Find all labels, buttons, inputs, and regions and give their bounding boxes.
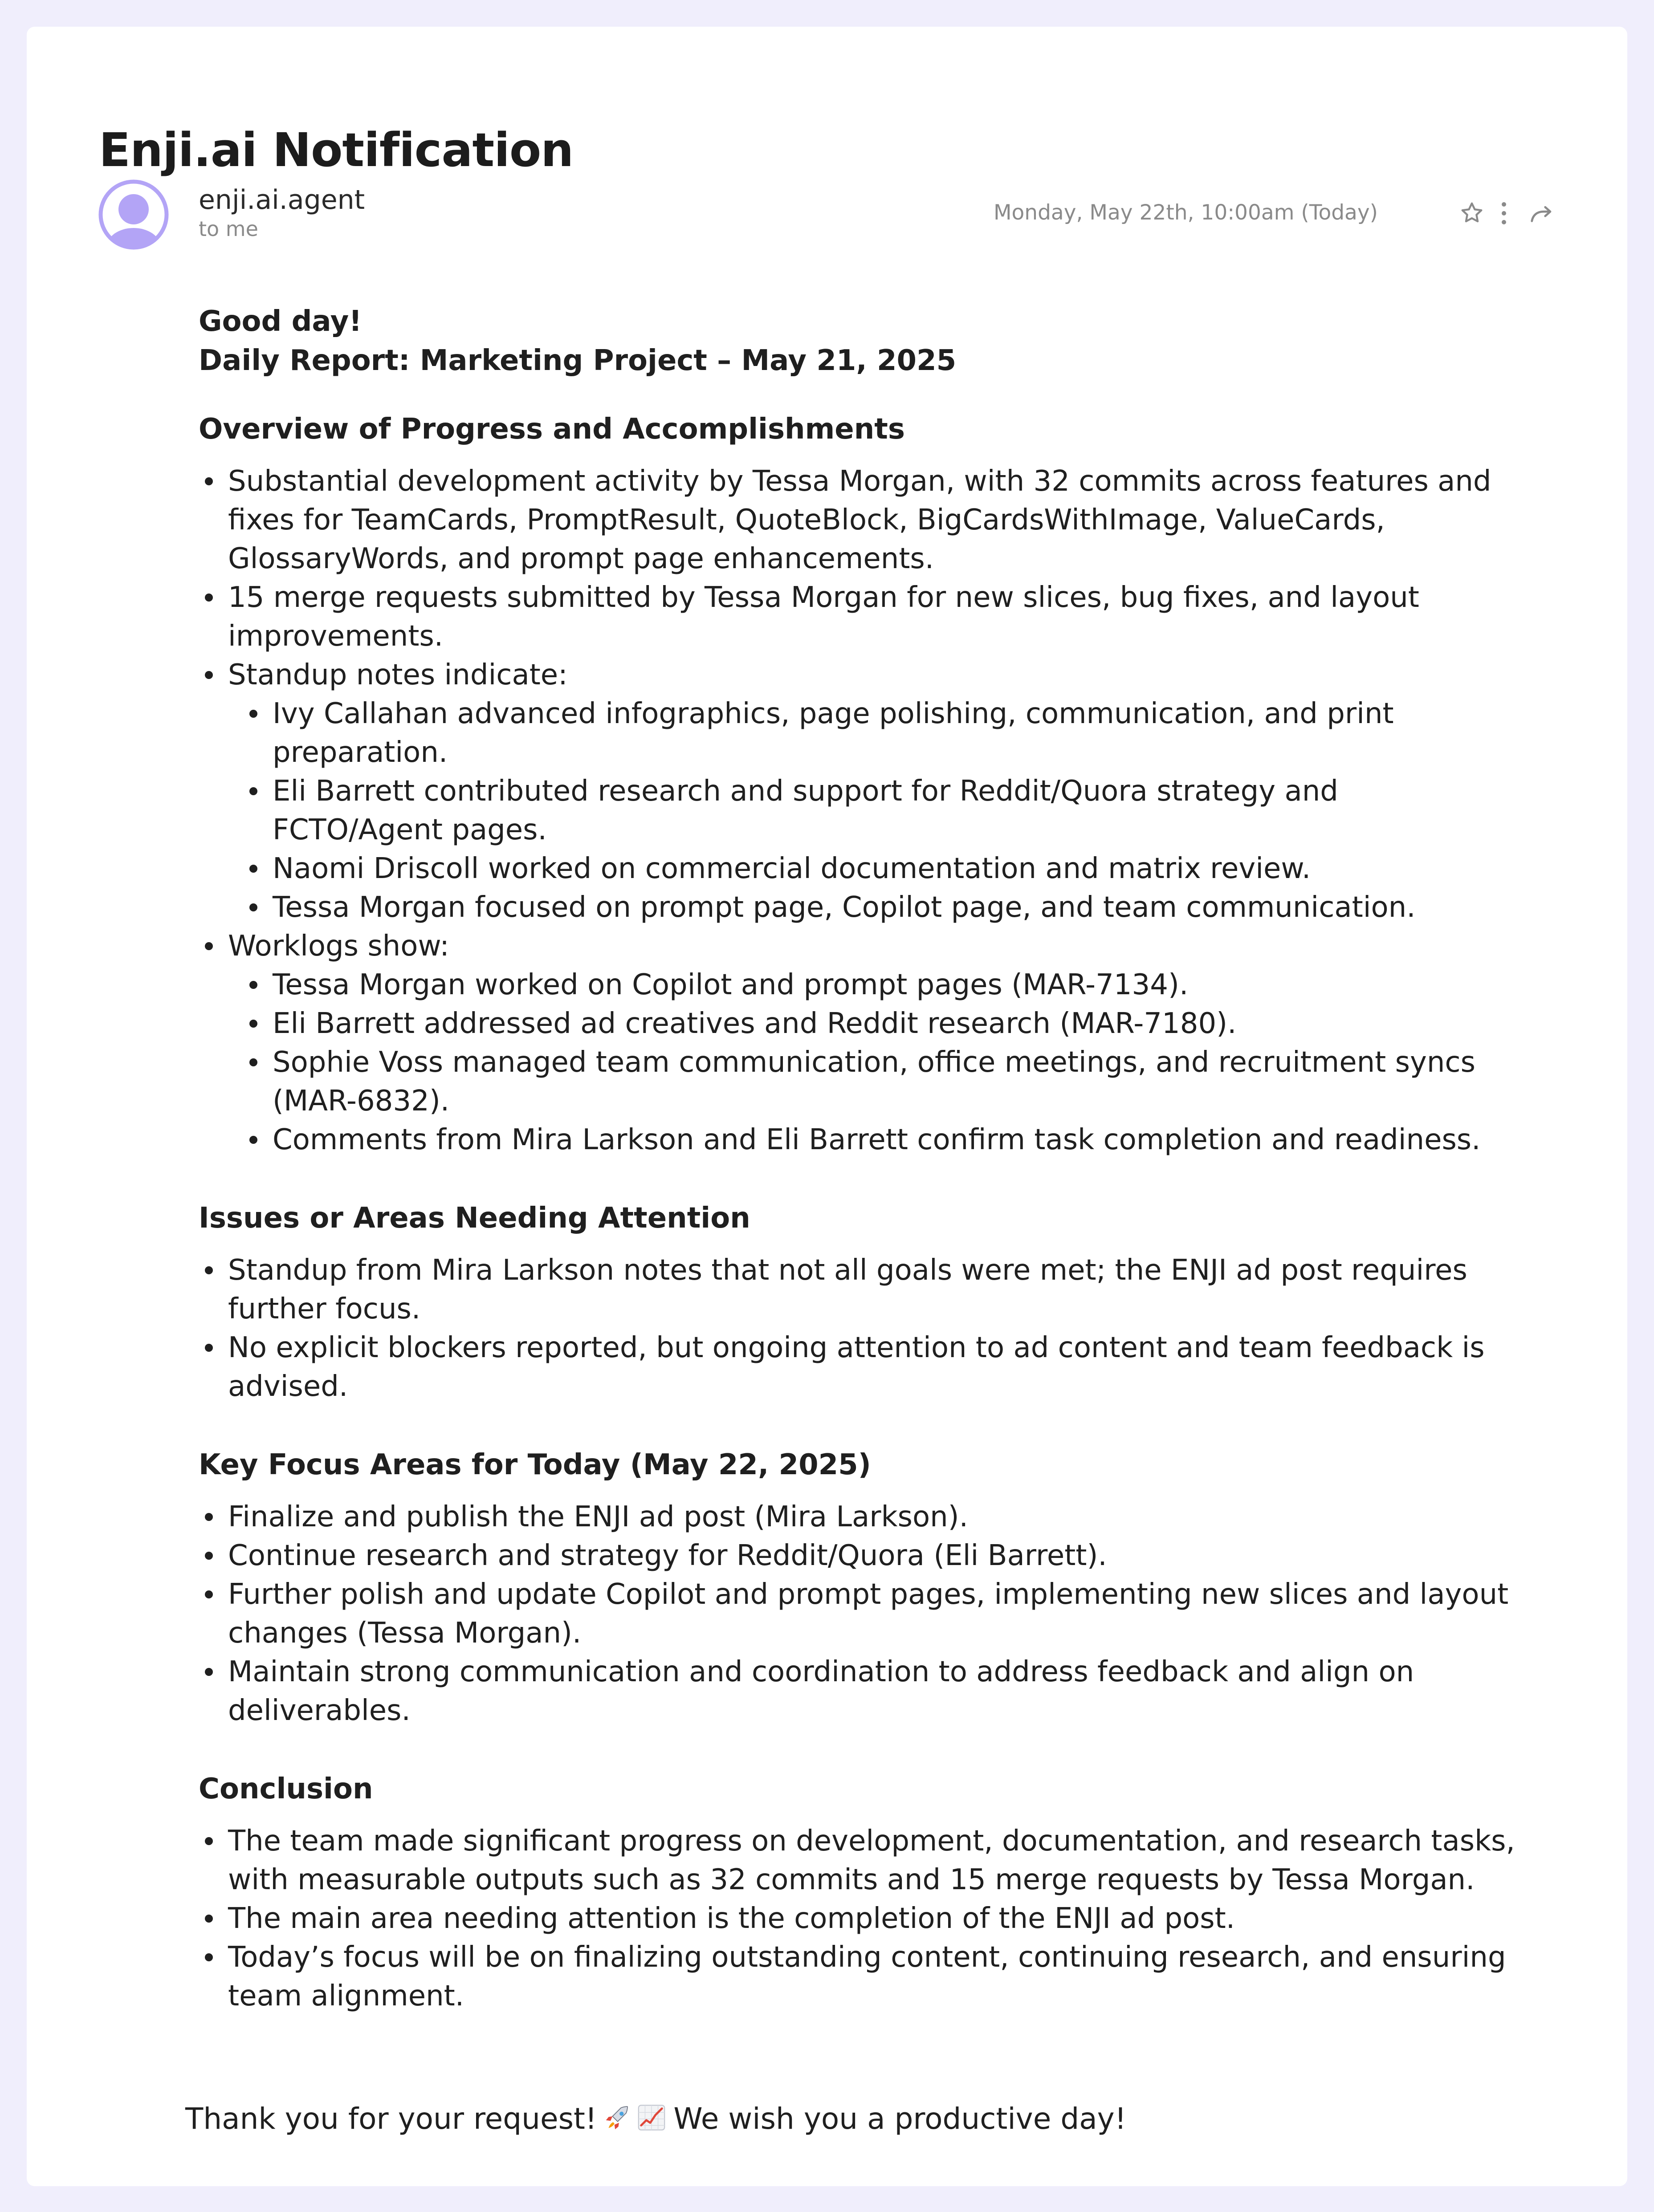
avatar-icon <box>98 179 169 250</box>
list-item: Sophie Voss managed team communication, office meetings, and recruitment syncs (MAR-6832). <box>243 1043 1517 1121</box>
list-item: Eli Barrett addressed ad creatives and Reddit research (MAR-7180). <box>243 1004 1517 1043</box>
chart-increasing-icon <box>636 2102 667 2143</box>
list-item: Today’s focus will be on finalizing outstanding content, continuing research, and ensuring team alignment. <box>199 1938 1517 2016</box>
focus-list <box>199 1498 1517 1730</box>
report-subject: Daily Report: Marketing Project – May 21, 2025 <box>199 344 957 377</box>
list-item: Maintain strong communication and coordination to address feedback and align on deliverables. <box>199 1653 1517 1730</box>
list-item: Continue research and strategy for Reddit/Quora (Eli Barrett). <box>199 1537 1517 1575</box>
list-item: Comments from Mira Larkson and Eli Barrett confirm task completion and readiness. <box>243 1121 1517 1159</box>
standup-list <box>228 695 1517 927</box>
worklogs-list <box>228 966 1517 1159</box>
standup-label: Standup notes indicate: <box>228 659 568 691</box>
list-item: Ivy Callahan advanced infographics, page polishing, communication, and print preparation. <box>243 695 1517 772</box>
forward-icon[interactable] <box>1526 198 1557 229</box>
focus-heading: Key Focus Areas for Today (May 22, 2025) <box>199 1448 871 1481</box>
list-item: The main area needing attention is the completion of the ENJI ad post. <box>199 1899 1517 1938</box>
overview-heading: Overview of Progress and Accomplishments <box>199 413 905 446</box>
conclusion-list <box>199 1822 1517 2016</box>
worklogs-label: Worklogs show: <box>228 930 449 963</box>
more-vertical-icon[interactable] <box>1488 198 1520 229</box>
list-item: The team made significant progress on development, documentation, and research tasks, with measurable outputs such as 32 commits and 15 merge requests by Tessa Morgan. <box>199 1822 1517 1899</box>
greeting: Good day! <box>199 305 362 338</box>
closing-line <box>185 2099 1126 2143</box>
list-item: Further polish and update Copilot and prompt pages, implementing new slices and layout changes (Tessa Morgan). <box>199 1575 1517 1653</box>
list-item: Eli Barrett contributed research and support for Reddit/Quora strategy and FCTO/Agent pages. <box>243 772 1517 850</box>
list-item: Finalize and publish the ENJI ad post (Mira Larkson). <box>199 1498 1517 1537</box>
list-item: Tessa Morgan worked on Copilot and prompt pages (MAR-7134). <box>243 966 1517 1004</box>
list-item: Naomi Driscoll worked on commercial documentation and matrix review. <box>243 850 1517 888</box>
list-item: 15 merge requests submitted by Tessa Morgan for new slices, bug fixes, and layout improvements. <box>199 578 1517 656</box>
overview-list <box>199 462 1517 1159</box>
list-item: No explicit blockers reported, but ongoing attention to ad content and team feedback is advised. <box>199 1329 1517 1406</box>
issues-heading: Issues or Areas Needing Attention <box>199 1202 750 1235</box>
list-item-worklogs <box>199 927 1517 1159</box>
list-item: Substantial development activity by Tessa Morgan, with 32 commits across features and fixes for TeamCards, PromptResult, QuoteBlock, BigCardsWithImage, ValueCards, GlossaryWords, and prompt page enhancements. <box>199 462 1517 578</box>
list-item: Tessa Morgan focused on prompt page, Copilot page, and team communication. <box>243 888 1517 927</box>
sender-name: enji.ai.agent <box>199 184 365 216</box>
closing-wish: We wish you a productive day! <box>673 2102 1127 2136</box>
list-item-standup <box>199 656 1517 927</box>
email-title: Enji.ai Notification <box>99 123 574 177</box>
issues-list <box>199 1251 1517 1406</box>
closing-text: Thank you for your request! <box>185 2102 597 2136</box>
star-icon[interactable] <box>1456 198 1487 229</box>
list-item: Standup from Mira Larkson notes that not all goals were met; the ENJI ad post requires further focus. <box>199 1251 1517 1329</box>
conclusion-heading: Conclusion <box>199 1773 373 1805</box>
email-body <box>199 302 1517 2016</box>
recipient-label: to me <box>199 217 258 241</box>
rocket-icon <box>602 2102 633 2143</box>
email-date: Monday, May 22th, 10:00am (Today) <box>993 200 1378 225</box>
email-card <box>27 27 1627 2186</box>
